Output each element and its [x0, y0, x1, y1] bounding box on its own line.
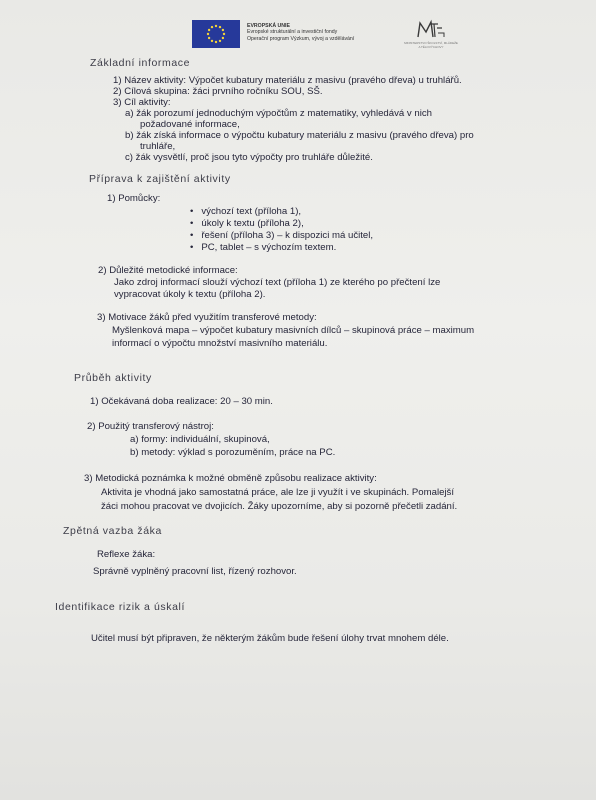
tools-bullet-text: výchozí text (příloha 1),	[201, 206, 302, 217]
tools-bullet-text: PC, tablet – s výchozím textem.	[201, 242, 337, 253]
goal-c: c) žák vysvětlí, proč jsou tyto výpočty pro truhláře důležité.	[125, 152, 373, 163]
tools-bullet-text: řešení (příloha 3) – k dispozici má učitel,	[201, 230, 374, 241]
method-note-line1: Aktivita je vhodná jako samostatná práce, ale lze ji využít i ve skupinách. Pomalejší	[101, 487, 455, 498]
ministry-logo	[404, 19, 458, 49]
motivation-label: 3) Motivace žáků před využitím transferové metody:	[97, 312, 317, 323]
tools-bullet: • úkoly k textu (příloha 2),	[190, 218, 304, 229]
tools-bullet-text: úkoly k textu (příloha 2),	[201, 218, 304, 229]
eu-title: EVROPSKÁ UNIE	[247, 23, 290, 29]
eu-funds-text: Evropské strukturální a investiční fondy	[247, 29, 338, 36]
transfer-tool-forms: a) formy: individuální, skupinová,	[130, 434, 270, 445]
ministry-text: MINISTERSTVO ŠKOLSTVÍ, MLÁDEŽE A TĚLOVÝCHOVY	[404, 41, 458, 49]
eu-text-block	[247, 23, 354, 42]
eu-flag-icon	[192, 20, 240, 48]
methodic-info-line1: Jako zdroj informací slouží výchozí text (příloha 1) ze kterého po přečtení lze	[114, 277, 441, 288]
header-logos	[192, 20, 472, 50]
section-heading-risks: Identifikace rizik a úskalí	[55, 601, 185, 613]
tools-bullet: • PC, tablet – s výchozím textem.	[190, 242, 337, 253]
transfer-tool-methods: b) metody: výklad s porozuměním, práce na PC.	[130, 447, 336, 458]
methodic-info-label: 2) Důležité metodické informace:	[98, 265, 238, 276]
risks-text: Učitel musí být připraven, že některým žákům bude řešení úlohy trvat mnohem déle.	[91, 633, 449, 644]
section-heading-basic-info: Základní informace	[90, 57, 191, 69]
motivation-line1: Myšlenková mapa – výpočet kubatury masivních dílců – skupinová práce – maximum	[112, 325, 475, 336]
tools-label: 1) Pomůcky:	[107, 193, 161, 204]
expected-duration: 1) Očekávaná doba realizace: 20 – 30 min.	[90, 396, 273, 407]
tools-bullet: • řešení (příloha 3) – k dispozici má učitel,	[190, 230, 374, 241]
method-note-label: 3) Metodická poznámka k možné obměně způsobu realizace aktivity:	[84, 473, 377, 484]
motivation-line2: informací o výpočtu množství masivního materiálu.	[112, 338, 328, 349]
method-note-line2: žáci mohou pracovat ve dvojicích. Žáky upozorníme, aby si pozorně přečetli zadání.	[101, 501, 458, 512]
feedback-label: Reflexe žáka:	[97, 549, 156, 560]
methodic-info-line2: vypracovat úkoly k textu (příloha 2).	[114, 289, 266, 300]
goal-a-line1: a) žák porozumí jednoduchým výpočtům z matematiky, vyhledává v nich	[125, 108, 432, 119]
transfer-tool-label: 2) Použitý transferový nástroj:	[87, 421, 214, 432]
tools-bullet: • výchozí text (příloha 1),	[190, 206, 302, 217]
section-heading-course: Průběh aktivity	[74, 372, 152, 384]
section-heading-preparation: Příprava k zajištění aktivity	[89, 173, 231, 185]
section-heading-feedback: Zpětná vazba žáka	[63, 525, 162, 537]
target-group: 2) Cílová skupina: žáci prvního ročníku SOU, SŠ.	[113, 86, 323, 97]
activity-name: 1) Název aktivity: Výpočet kubatury materiálu z masivu (pravého dřeva) u truhlářů.	[113, 75, 462, 86]
goal-b-line1: b) žák získá informace o výpočtu kubatury materiálu z masivu (pravého dřeva) pro	[125, 130, 474, 141]
feedback-text: Správně vyplněný pracovní list, řízený rozhovor.	[93, 566, 297, 577]
goal-b-line2: truhláře,	[140, 141, 176, 152]
eu-programme-text: Operační program Výzkum, vývoj a vzdělávání	[247, 35, 355, 42]
activity-goal-label: 3) Cíl aktivity:	[113, 97, 171, 108]
goal-a-line2: požadované informace,	[140, 119, 240, 130]
